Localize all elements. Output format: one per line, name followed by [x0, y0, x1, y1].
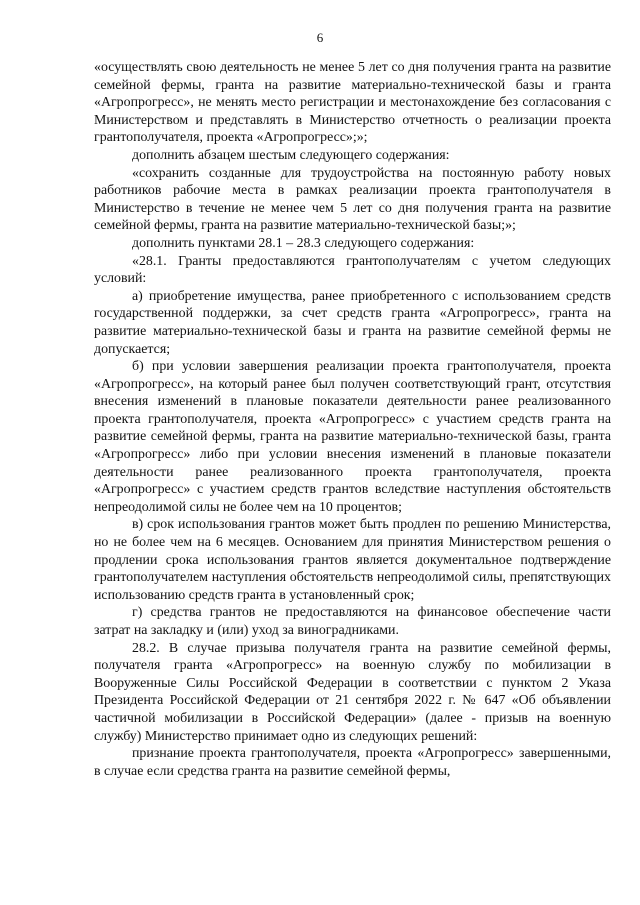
paragraph: а) приобретение имущества, ранее приобретенного с использованием средств государственной поддержки, за счет средств гранта «Агропрогресс», гранта на развитие материально-технической базы и гранта на развитие семейной фермы не допускается; [94, 288, 611, 357]
paragraph: 28.2. В случае призыва получателя гранта на развитие семейной фермы, получателя гранта «Агропрогресс» на военную службу по мобилизации в Вооруженные Силы Российской Федерации в соответствии с пунктом 2 Указа Президента Российской Федерации от 21 сентября 2022 г. № 647 «Об объявлении частичной мобилизации в Российской Федерации» (далее - призыв на военную службу) Министерство принимает одно из следующих решений: [94, 640, 611, 744]
paragraph: в) срок использования грантов может быть продлен по решению Министерства, но не более чем на 6 месяцев. Основанием для принятия Министерством решения о продлении срока использования грантов является документальное подтверждение грантополучателем наступления обстоятельств непреодолимой силы, препятствующих использованию средств гранта в установленный срок; [94, 517, 611, 603]
paragraph: «28.1. Гранты предоставляются грантополучателям с учетом следующих условий: [94, 253, 611, 287]
paragraph: дополнить пунктами 28.1 – 28.3 следующего содержания: [132, 235, 475, 251]
paragraph: дополнить абзацем шестым следующего содержания: [132, 147, 450, 163]
paragraph: б) при условии завершения реализации проекта грантополучателя, проекта «Агропрогресс», на который ранее был получен соответствующий грант, отсутствия внесения изменений в плановые показатели деятельности ранее реализованного проекта грантополучателя, проекта «Агропрогресс» с участием средств гранта на развитие семейной фермы, гранта на развитие материально-технической базы, гранта «Агропрогресс» либо при условии внесения изменений в плановые показатели деятельности ранее реализованного проекта грантополучателя, проекта «Агропрогресс» с участием средств грантов вследствие наступления обстоятельств непреодолимой силы не более чем на 10 процентов; [94, 359, 611, 515]
body-text [94, 59, 611, 780]
page-number: 6 [316, 30, 324, 45]
paragraph: «осуществлять свою деятельность не менее 5 лет со дня получения гранта на развитие семейной фермы, гранта на развитие материально-технической базы и гранта «Агропрогресс», не менять место регистрации и местонахождение без согласования с Министерством и представлять в Министерство отчетность о реализации проекта грантополучателя, проекта «Агропрогресс»;»; [94, 60, 611, 146]
paragraph: признание проекта грантополучателя, проекта «Агропрогресс» завершенными, в случае если средства гранта на развитие семейной фермы, [94, 746, 611, 779]
paragraph: «сохранить созданные для трудоустройства на постоянную работу новых работников рабочие места в рамках реализации проекта грантополучателя в Министерство в течение не менее чем 5 лет со дня получения гранта на развитие семейной фермы, гранта на развитие материально-технической базы;»; [94, 165, 611, 234]
paragraph: г) средства грантов не предоставляются на финансовое обеспечение части затрат на закладку и (или) уход за виноградниками. [94, 605, 611, 638]
